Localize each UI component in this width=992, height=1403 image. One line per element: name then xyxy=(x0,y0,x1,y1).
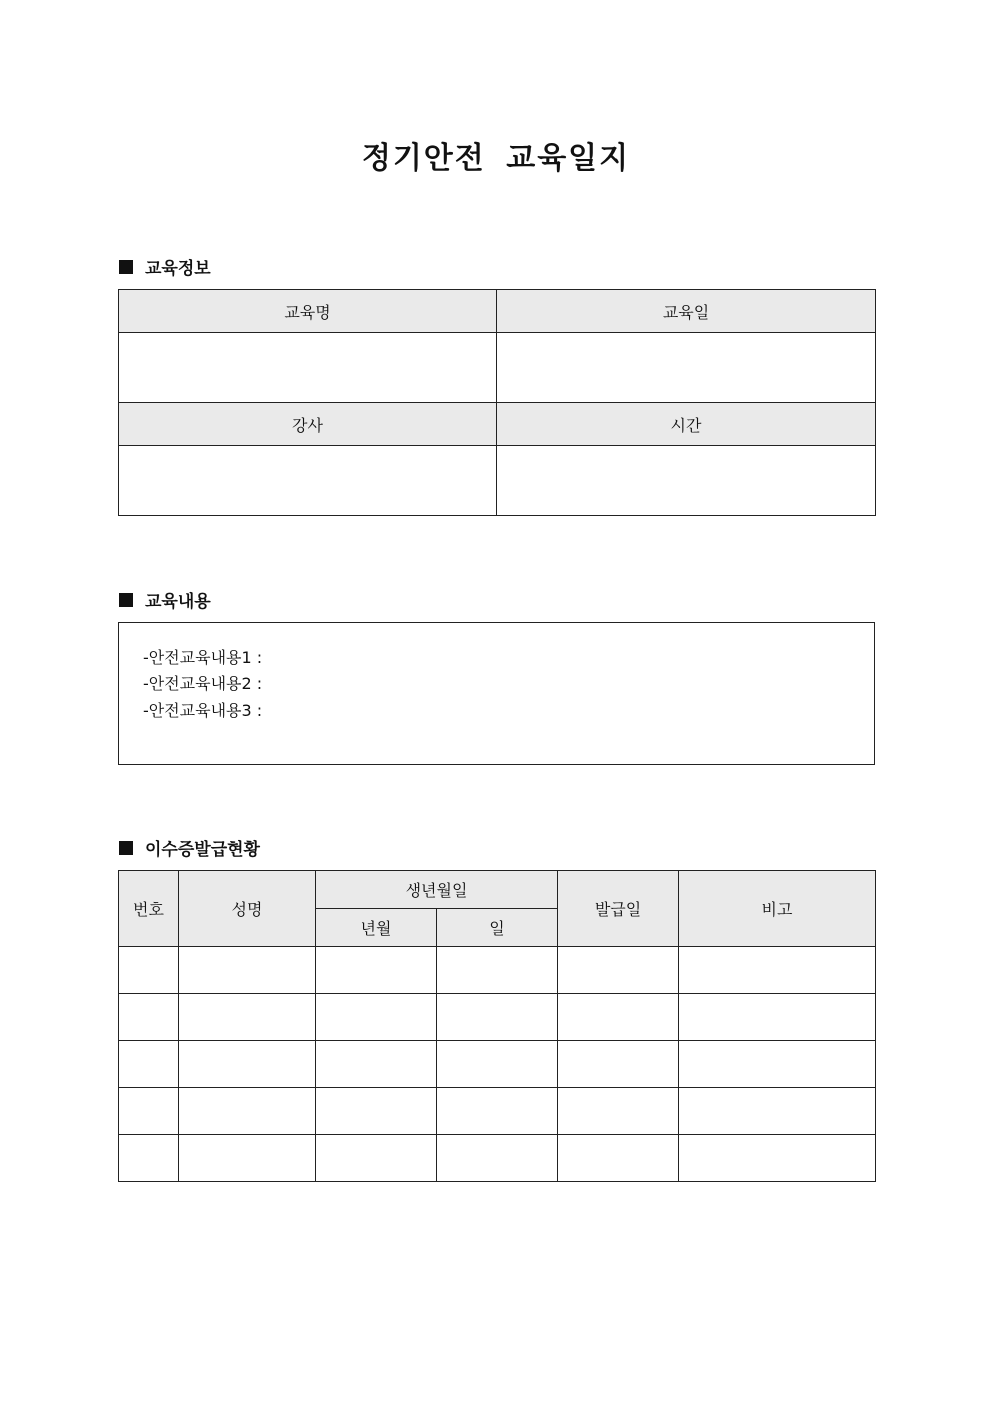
square-bullet-icon xyxy=(119,841,133,855)
education-content-box[interactable] xyxy=(118,622,875,765)
table-row xyxy=(119,994,876,1041)
section-heading-info xyxy=(119,254,211,279)
section-heading-certificate-label: 이수증발급현황 xyxy=(145,840,260,860)
page-title: 정기안전 교육일지 xyxy=(361,141,631,176)
section-heading-content xyxy=(119,587,211,612)
day-cell[interactable] xyxy=(437,1088,558,1135)
year-month-cell[interactable] xyxy=(316,994,437,1041)
header-education-date: 교육일 xyxy=(497,290,876,333)
day-cell[interactable] xyxy=(437,994,558,1041)
number-cell[interactable] xyxy=(119,947,179,994)
education-name-field[interactable] xyxy=(119,333,497,403)
header-number: 번호 xyxy=(119,871,179,947)
name-cell[interactable] xyxy=(179,1135,316,1182)
issue-date-cell[interactable] xyxy=(558,1088,679,1135)
year-month-cell[interactable] xyxy=(316,1135,437,1182)
name-cell[interactable] xyxy=(179,1088,316,1135)
issue-date-cell[interactable] xyxy=(558,1041,679,1088)
table-row xyxy=(119,947,876,994)
education-info-table xyxy=(118,289,876,516)
issue-date-cell[interactable] xyxy=(558,947,679,994)
square-bullet-icon xyxy=(119,593,133,607)
time-field[interactable] xyxy=(497,446,876,516)
number-cell[interactable] xyxy=(119,1135,179,1182)
table-row xyxy=(119,1135,876,1182)
year-month-cell[interactable] xyxy=(316,947,437,994)
certificate-table xyxy=(118,870,876,1182)
header-education-name: 교육명 xyxy=(119,290,497,333)
day-cell[interactable] xyxy=(437,947,558,994)
remarks-cell[interactable] xyxy=(679,947,876,994)
table-row xyxy=(119,1088,876,1135)
header-instructor: 강사 xyxy=(119,403,497,446)
education-date-field[interactable] xyxy=(497,333,876,403)
instructor-field[interactable] xyxy=(119,446,497,516)
remarks-cell[interactable] xyxy=(679,1041,876,1088)
header-name: 성명 xyxy=(179,871,316,947)
name-cell[interactable] xyxy=(179,1041,316,1088)
name-cell[interactable] xyxy=(179,947,316,994)
remarks-cell[interactable] xyxy=(679,1088,876,1135)
issue-date-cell[interactable] xyxy=(558,994,679,1041)
number-cell[interactable] xyxy=(119,1041,179,1088)
content-line-3: -안전교육내용3 : xyxy=(143,701,263,720)
remarks-cell[interactable] xyxy=(679,1135,876,1182)
day-cell[interactable] xyxy=(437,1041,558,1088)
header-time: 시간 xyxy=(497,403,876,446)
header-issue-date: 발급일 xyxy=(558,871,679,947)
header-year-month: 년월 xyxy=(316,909,437,947)
remarks-cell[interactable] xyxy=(679,994,876,1041)
section-heading-certificate xyxy=(119,835,260,860)
issue-date-cell[interactable] xyxy=(558,1135,679,1182)
name-cell[interactable] xyxy=(179,994,316,1041)
header-birthdate: 생년월일 xyxy=(316,871,558,909)
content-line-2: -안전교육내용2 : xyxy=(143,674,263,693)
day-cell[interactable] xyxy=(437,1135,558,1182)
year-month-cell[interactable] xyxy=(316,1041,437,1088)
year-month-cell[interactable] xyxy=(316,1088,437,1135)
header-day: 일 xyxy=(437,909,558,947)
number-cell[interactable] xyxy=(119,1088,179,1135)
square-bullet-icon xyxy=(119,260,133,274)
number-cell[interactable] xyxy=(119,994,179,1041)
content-line-1: -안전교육내용1 : xyxy=(143,648,263,667)
section-heading-content-label: 교육내용 xyxy=(145,592,211,612)
header-remarks: 비고 xyxy=(679,871,876,947)
table-row xyxy=(119,1041,876,1088)
section-heading-info-label: 교육정보 xyxy=(145,259,211,279)
